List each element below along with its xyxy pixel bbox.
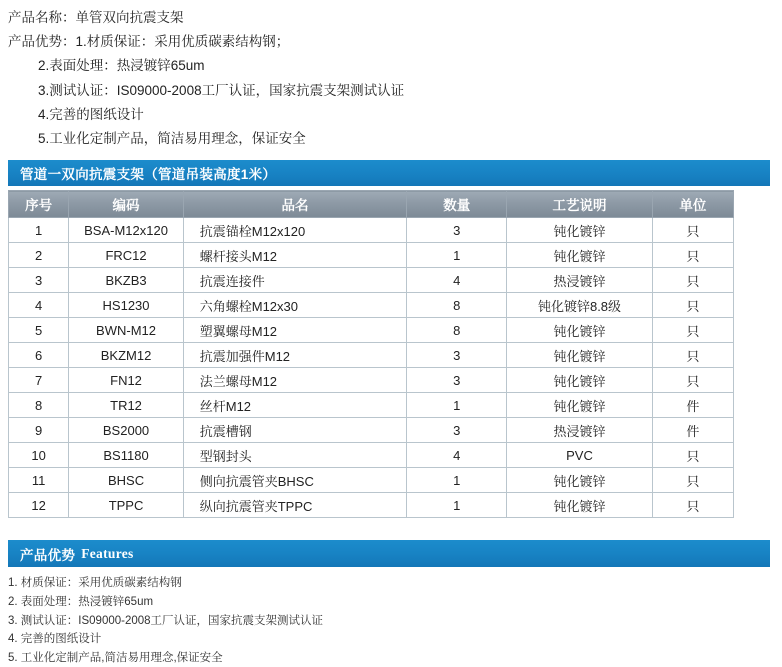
table-row xyxy=(9,443,734,468)
intro-line: 5.工业化定制产品，简洁易用理念，保证安全 xyxy=(38,131,306,147)
cell-qty: 4 xyxy=(407,268,507,293)
cell-unit: 件 xyxy=(652,393,733,418)
cell-process: 钝化镀锌8.8级 xyxy=(507,293,653,318)
cell-no: 5 xyxy=(9,318,69,343)
cell-qty: 3 xyxy=(407,343,507,368)
cell-qty: 8 xyxy=(407,293,507,318)
section-header-title: 管道一双向抗震支架（管道吊装高度1米） xyxy=(20,167,277,183)
cell-code: BKZM12 xyxy=(69,343,183,368)
cell-unit: 只 xyxy=(652,293,733,318)
cell-process: 热浸镀锌 xyxy=(507,268,653,293)
cell-no: 4 xyxy=(9,293,69,318)
cell-no: 10 xyxy=(9,443,69,468)
table-row xyxy=(9,393,734,418)
cell-code: TR12 xyxy=(69,393,183,418)
table-row xyxy=(9,243,734,268)
table-header-row xyxy=(9,191,734,218)
cell-no: 1 xyxy=(9,218,69,243)
cell-unit: 只 xyxy=(652,243,733,268)
cell-name: 抗震槽钢 xyxy=(183,418,407,443)
cell-unit: 只 xyxy=(652,493,733,518)
table-row xyxy=(9,493,734,518)
features-header-title-cn: 产品优势 xyxy=(20,547,76,563)
cell-process: 钝化镀锌 xyxy=(507,343,653,368)
cell-no: 9 xyxy=(9,418,69,443)
cell-process: 钝化镀锌 xyxy=(507,318,653,343)
cell-name: 螺杆接头M12 xyxy=(183,243,407,268)
cell-name: 纵向抗震管夹TPPC xyxy=(183,493,407,518)
cell-name: 侧向抗震管夹BHSC xyxy=(183,468,407,493)
cell-process: 热浸镀锌 xyxy=(507,418,653,443)
cell-process: 钝化镀锌 xyxy=(507,393,653,418)
feature-item: 3. 测试认证：IS09000-2008工厂认证，国家抗震支架测试认证 xyxy=(8,614,324,627)
table-row xyxy=(9,418,734,443)
intro-line: 4.完善的图纸设计 xyxy=(38,106,144,122)
table-row xyxy=(9,343,734,368)
cell-code: BKZB3 xyxy=(69,268,183,293)
intro-line: 2.表面处理：热浸镀锌65um xyxy=(38,58,205,74)
intro-line: 3.测试认证：IS09000-2008工厂认证，国家抗震支架测试认证 xyxy=(38,82,405,98)
cell-qty: 3 xyxy=(407,418,507,443)
cell-no: 2 xyxy=(9,243,69,268)
cell-unit: 只 xyxy=(652,368,733,393)
intro-line: 产品优势：1.材质保证：采用优质碳素结构钢； xyxy=(8,34,290,50)
column-header-no: 序号 xyxy=(9,191,69,218)
feature-item: 2. 表面处理：热浸镀锌65um xyxy=(8,595,154,608)
cell-process: 钝化镀锌 xyxy=(507,243,653,268)
cell-name: 六角螺栓M12x30 xyxy=(183,293,407,318)
cell-process: 钝化镀锌 xyxy=(507,368,653,393)
features-list xyxy=(8,574,770,667)
cell-name: 抗震锚栓M12x120 xyxy=(183,218,407,243)
cell-code: FRC12 xyxy=(69,243,183,268)
table-row xyxy=(9,468,734,493)
cell-process: 钝化镀锌 xyxy=(507,468,653,493)
cell-code: HS1230 xyxy=(69,293,183,318)
cell-unit: 只 xyxy=(652,318,733,343)
table-row xyxy=(9,268,734,293)
cell-process: 钝化镀锌 xyxy=(507,493,653,518)
cell-no: 7 xyxy=(9,368,69,393)
cell-unit: 只 xyxy=(652,268,733,293)
column-header-unit: 单位 xyxy=(652,191,733,218)
column-header-name: 品名 xyxy=(183,191,407,218)
table-row xyxy=(9,218,734,243)
cell-qty: 8 xyxy=(407,318,507,343)
cell-qty: 4 xyxy=(407,443,507,468)
column-header-process: 工艺说明 xyxy=(507,191,653,218)
features-header-title-en: Features xyxy=(81,545,134,561)
cell-no: 3 xyxy=(9,268,69,293)
cell-name: 法兰螺母M12 xyxy=(183,368,407,393)
table-row xyxy=(9,293,734,318)
cell-name: 塑翼螺母M12 xyxy=(183,318,407,343)
cell-unit: 只 xyxy=(652,468,733,493)
cell-code: FN12 xyxy=(69,368,183,393)
cell-unit: 只 xyxy=(652,343,733,368)
table-row xyxy=(9,318,734,343)
section-header-features xyxy=(8,540,770,567)
cell-name: 抗震加强件M12 xyxy=(183,343,407,368)
cell-qty: 3 xyxy=(407,368,507,393)
feature-item: 5. 工业化定制产品,简洁易用理念,保证安全 xyxy=(8,651,223,664)
column-header-qty: 数量 xyxy=(407,191,507,218)
cell-qty: 3 xyxy=(407,218,507,243)
cell-code: BS1180 xyxy=(69,443,183,468)
cell-code: BHSC xyxy=(69,468,183,493)
intro-line: 产品名称：单管双向抗震支架 xyxy=(8,10,184,25)
intro-block xyxy=(8,6,770,151)
cell-unit: 件 xyxy=(652,418,733,443)
cell-no: 12 xyxy=(9,493,69,518)
cell-qty: 1 xyxy=(407,468,507,493)
cell-qty: 1 xyxy=(407,393,507,418)
feature-item: 1. 材质保证：采用优质碳素结构钢 xyxy=(8,577,182,590)
cell-name: 丝杆M12 xyxy=(183,393,407,418)
parts-table xyxy=(8,190,734,518)
feature-item: 4. 完善的图纸设计 xyxy=(8,633,102,646)
cell-no: 6 xyxy=(9,343,69,368)
cell-no: 11 xyxy=(9,468,69,493)
cell-qty: 1 xyxy=(407,493,507,518)
cell-qty: 1 xyxy=(407,243,507,268)
column-header-code: 编码 xyxy=(69,191,183,218)
cell-process: PVC xyxy=(507,443,653,468)
cell-no: 8 xyxy=(9,393,69,418)
cell-process: 钝化镀锌 xyxy=(507,218,653,243)
cell-unit: 只 xyxy=(652,443,733,468)
cell-code: BWN-M12 xyxy=(69,318,183,343)
table-row xyxy=(9,368,734,393)
cell-code: BS2000 xyxy=(69,418,183,443)
cell-code: BSA-M12x120 xyxy=(69,218,183,243)
section-header-bracket-table xyxy=(8,160,770,186)
cell-name: 抗震连接件 xyxy=(183,268,407,293)
cell-unit: 只 xyxy=(652,218,733,243)
cell-name: 型钢封头 xyxy=(183,443,407,468)
cell-code: TPPC xyxy=(69,493,183,518)
